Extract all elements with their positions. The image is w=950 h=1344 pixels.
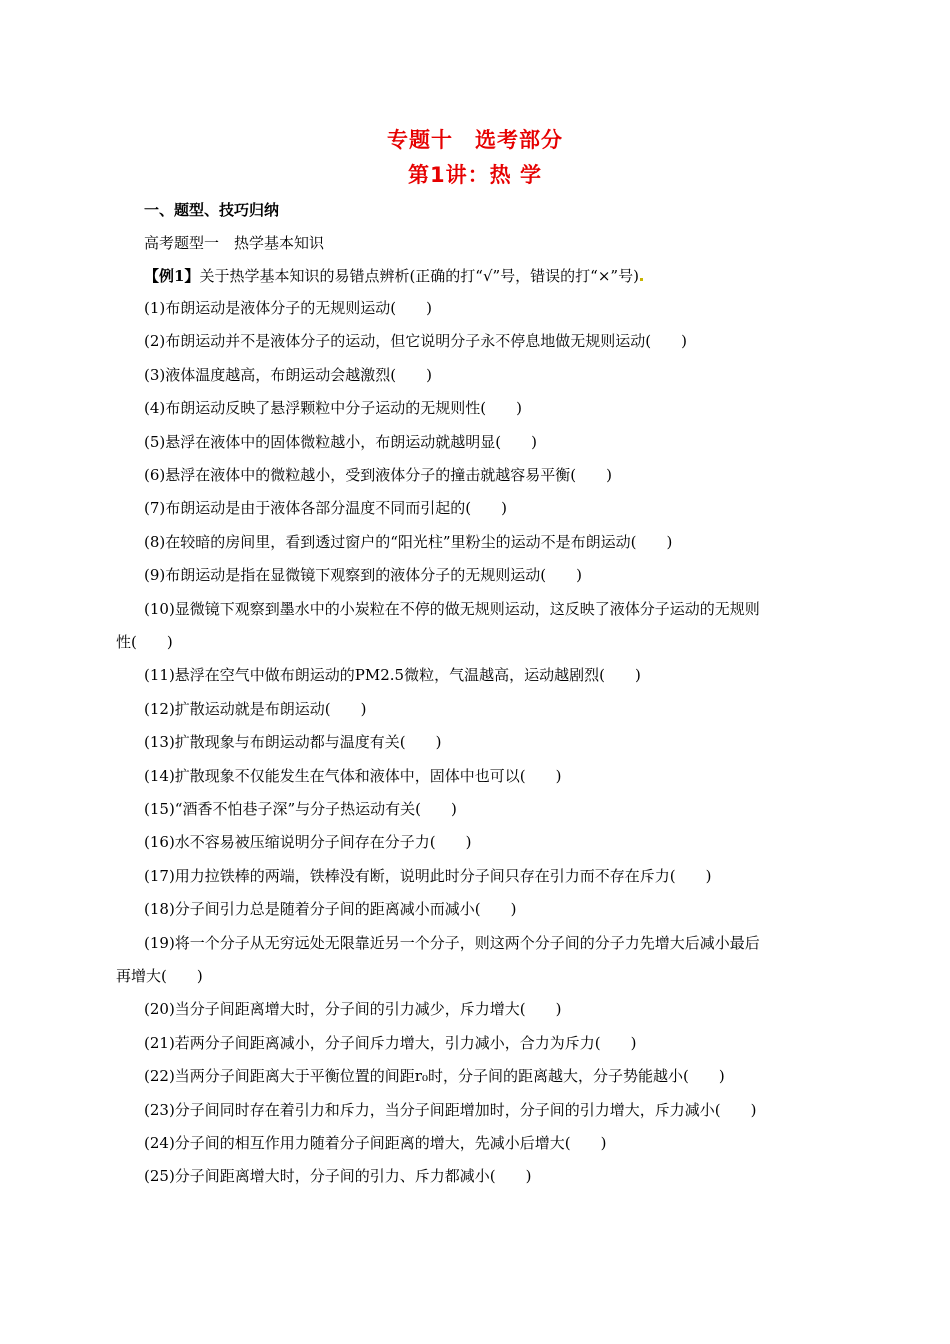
page-subtitle: 第1讲：热 学 bbox=[408, 163, 542, 187]
question-text: (22)当两分子间距离大于平衡位置的间距r₀时，分子间的距离越大，分子势能越小( ) bbox=[144, 1067, 725, 1086]
page-title: 专题十 选考部分 bbox=[387, 128, 563, 152]
question-text-continued: 性( ) bbox=[116, 632, 173, 651]
question-text: (10)显微镜下观察到墨水中的小炭粒在不停的做无规则运动，这反映了液体分子运动的无规则 bbox=[144, 599, 760, 618]
ink-dot bbox=[640, 278, 643, 281]
question-text: (11)悬浮在空气中做布朗运动的PM2.5微粒，气温越高，运动越剧烈( ) bbox=[144, 666, 641, 685]
question-text-continued: 再增大( ) bbox=[116, 966, 203, 985]
question-text: (3)液体温度越高，布朗运动会越激烈( ) bbox=[144, 365, 432, 384]
question-text: (20)当分子间距离增大时，分子间的引力减少，斥力增大( ) bbox=[144, 1000, 562, 1019]
question-text: (1)布朗运动是液体分子的无规则运动( ) bbox=[144, 299, 432, 317]
example-tag: 【例1】 bbox=[144, 267, 200, 285]
question-text: (25)分子间距离增大时，分子间的引力、斥力都减小( ) bbox=[144, 1167, 532, 1186]
question-text: (21)若两分子间距离减小，分子间斥力增大，引力减小，合力为斥力( ) bbox=[144, 1033, 637, 1052]
question-text: (2)布朗运动并不是液体分子的运动，但它说明分子永不停息地做无规则运动( ) bbox=[144, 332, 687, 351]
question-text: (16)水不容易被压缩说明分子间存在分子力( ) bbox=[144, 833, 472, 852]
example-intro bbox=[144, 265, 643, 286]
question-text: (6)悬浮在液体中的微粒越小，受到液体分子的撞击就越容易平衡( ) bbox=[144, 466, 612, 484]
question-text: (8)在较暗的房间里，看到透过窗户的“阳光柱”里粉尘的运动不是布朗运动( ) bbox=[144, 532, 673, 551]
question-text: (12)扩散运动就是布朗运动( ) bbox=[144, 699, 367, 718]
question-text: (14)扩散现象不仅能发生在气体和液体中，固体中也可以( ) bbox=[144, 766, 562, 785]
question-text: (24)分子间的相互作用力随着分子间距离的增大，先减小后增大( ) bbox=[144, 1134, 607, 1152]
question-text: (23)分子间同时存在着引力和斥力，当分子间距增加时，分子间的引力增大，斥力减小( ) bbox=[144, 1100, 757, 1119]
question-text: (15)“酒香不怕巷子深”与分子热运动有关( ) bbox=[144, 800, 457, 818]
example-text: 关于热学基本知识的易错点辨析(正确的打“√”号，错误的打“×”号) bbox=[199, 267, 639, 285]
section-heading: 一、题型、技巧归纳 bbox=[144, 201, 280, 219]
question-text: (9)布朗运动是指在显微镜下观察到的液体分子的无规则运动( ) bbox=[144, 566, 582, 585]
question-text: (18)分子间引力总是随着分子间的距离减小而减小( ) bbox=[144, 900, 517, 919]
topic-heading: 高考题型一 热学基本知识 bbox=[144, 234, 325, 252]
question-text: (17)用力拉铁棒的两端，铁棒没有断，说明此时分子间只存在引力而不存在斥力( ) bbox=[144, 866, 712, 885]
question-text: (4)布朗运动反映了悬浮颗粒中分子运动的无规则性( ) bbox=[144, 399, 522, 418]
question-text: (7)布朗运动是由于液体各部分温度不同而引起的( ) bbox=[144, 499, 507, 518]
question-text: (13)扩散现象与布朗运动都与温度有关( ) bbox=[144, 733, 442, 752]
question-text: (19)将一个分子从无穷远处无限靠近另一个分子，则这两个分子间的分子力先增大后减小最后 bbox=[144, 933, 760, 952]
question-text: (5)悬浮在液体中的固体微粒越小，布朗运动就越明显( ) bbox=[144, 432, 537, 451]
